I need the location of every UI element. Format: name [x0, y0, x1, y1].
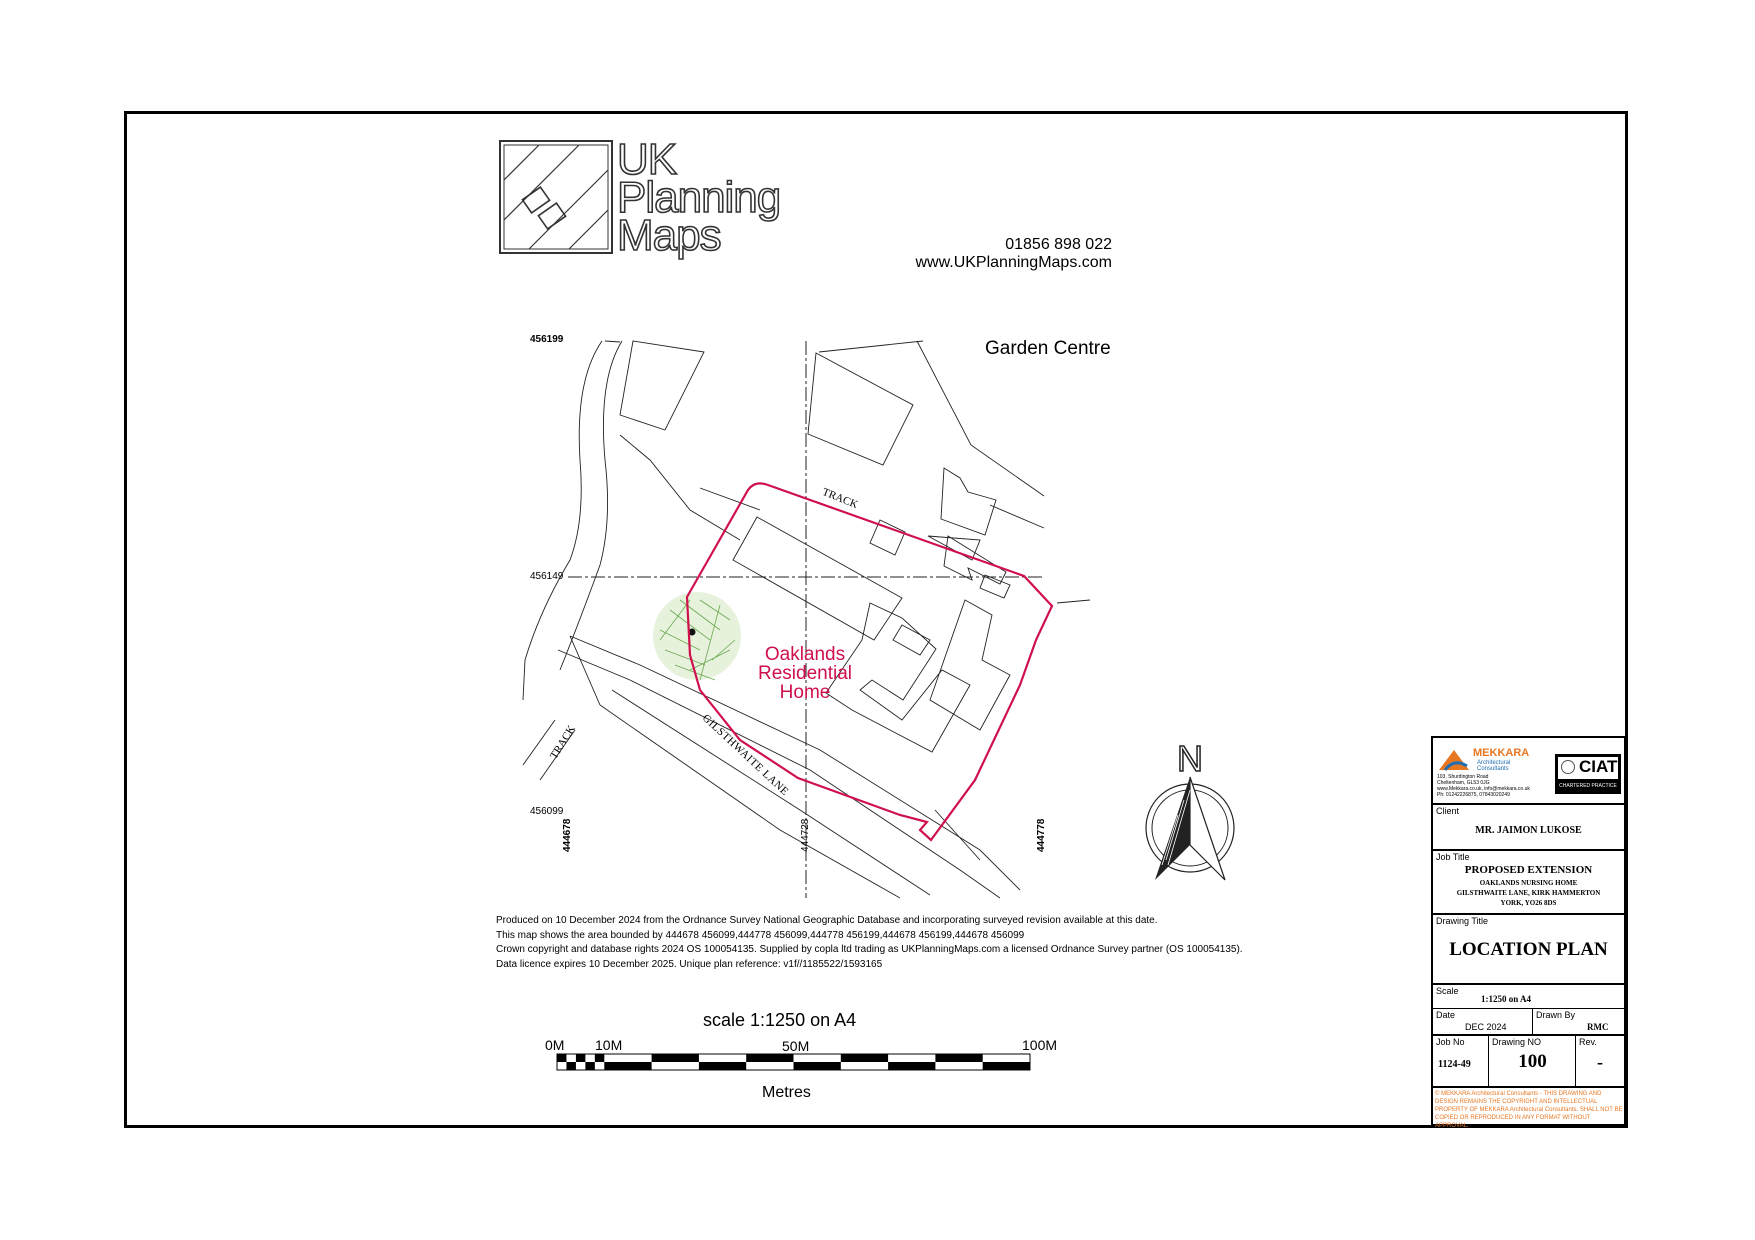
scale-bar-segment — [746, 1054, 793, 1062]
label-site-name — [730, 645, 880, 702]
scale-label-10m: 10M — [595, 1037, 623, 1053]
job-no-cell — [1433, 1036, 1489, 1088]
building — [733, 517, 902, 640]
client-name: MR. JAIMON LUKOSE — [1475, 825, 1582, 836]
tree-symbol — [653, 592, 741, 680]
job-address-line: GILSTHWAITE LANE, KIRK HAMMERTON — [1456, 889, 1601, 897]
mekkara-address — [1437, 774, 1547, 798]
north-letter: N — [1177, 738, 1203, 779]
logo-text-maps: Maps — [617, 211, 721, 260]
mekkara-subtitle: Architectural Consultants — [1477, 760, 1511, 772]
title-block — [1431, 736, 1626, 1129]
scale-bar-segment — [595, 1054, 604, 1062]
contact-website[interactable]: www.UKPlanningMaps.com — [915, 254, 1112, 271]
drawn-by-value: RMC — [1587, 1022, 1609, 1032]
scale-bar-segment — [576, 1054, 585, 1062]
label-track-left: TRACK — [548, 723, 578, 762]
address-line: www.Mekkara.co.uk, info@mekkara.co.uk — [1437, 786, 1530, 792]
scale-bar-segment — [888, 1062, 935, 1070]
address-line: Cheltenham, GL53 0JG — [1437, 780, 1490, 786]
rev-value: - — [1597, 1052, 1603, 1072]
rev-cell — [1576, 1036, 1624, 1088]
drawing-title: LOCATION PLAN — [1449, 939, 1608, 960]
scale-label-50m: 50M — [782, 1038, 810, 1054]
site-name-line-3: Home — [779, 682, 831, 703]
drawing-no-value: 100 — [1518, 1051, 1547, 1072]
label-track-top: TRACK — [820, 486, 860, 512]
job-title: PROPOSED EXTENSION — [1464, 864, 1593, 876]
scale-bar-segment — [557, 1054, 566, 1062]
map-notes — [496, 914, 1256, 972]
scale-bar — [557, 1054, 1030, 1070]
scale-value: 1:1250 on A4 — [1481, 994, 1532, 1004]
scale-bar-segment — [935, 1054, 982, 1062]
mekkara-logo — [1437, 744, 1541, 774]
site-name-line-1: Oaklands — [764, 644, 846, 665]
ciat-crest-icon — [1561, 760, 1575, 774]
scale-cell — [1433, 985, 1624, 1009]
scale-bar-segment — [983, 1062, 1030, 1070]
north-arrow — [1146, 777, 1234, 880]
date-cell — [1433, 1009, 1533, 1036]
scale-bar-segment — [566, 1062, 575, 1070]
drawn-by-label: Drawn By — [1536, 1010, 1576, 1020]
date-value: DEC 2024 — [1465, 1022, 1507, 1032]
note-line: This map shows the area bounded by 444678 456099,444778 456099,444778 456199,444678 456199,444678 456099 — [496, 929, 1025, 941]
scale-bar-segment — [794, 1062, 841, 1070]
ciat-badge — [1555, 754, 1621, 794]
note-line: Crown copyright and database rights 2024 OS 100054135. Supplied by copla ltd trading as UKPlanningMaps.com a licensed Ordnance Survey partner (OS 100054135). — [496, 944, 1243, 955]
job-address — [1433, 878, 1624, 908]
site-name-line-2: Residential — [758, 663, 852, 684]
job-address-line: OAKLANDS NURSING HOME — [1479, 879, 1578, 887]
logo-text-planning: Planning — [617, 173, 781, 222]
label-garden-centre: Garden Centre — [985, 338, 1111, 359]
address-line: Ph: 01242226875, 07843020249 — [1437, 792, 1510, 798]
grid-label-n-mid: 456149 — [530, 571, 564, 582]
job-title-cell — [1433, 851, 1624, 915]
building — [808, 353, 913, 465]
grid-label-e-right: 444778 — [1036, 818, 1047, 852]
copyright-notice: © MEKKARA Architectural Consultants - THIS DRAWING AND DESIGN REMAINS THE COPYRIGHT AND INTELLECTUAL PROPERTY OF MEKKARA Architectural Consultants. SHALL NOT BE COPIED OR REPRODUCED IN ANY FORMAT WITHOUT APPROVAL. — [1435, 1091, 1623, 1129]
scale-label-0m: 0M — [545, 1037, 565, 1053]
grid-label-e-mid: 444728 — [800, 818, 811, 852]
ciat-text: CIAT — [1579, 757, 1618, 776]
mekkara-name: MEKKARA — [1473, 747, 1530, 759]
title-block-logos — [1433, 738, 1624, 805]
job-title-label: Job Title — [1436, 852, 1470, 862]
drawing-title-cell — [1433, 915, 1624, 985]
ciat-subtitle: CHARTERED PRACTICE — [1559, 783, 1617, 789]
scale-label-100m: 100M — [1022, 1037, 1058, 1053]
contact-phone: 01856 898 022 — [1005, 236, 1112, 253]
scale-bar-segment — [585, 1062, 594, 1070]
grid-label-e-left: 444678 — [562, 818, 573, 852]
label-gilsthwaite-lane: GILSTHWAITE LANE — [699, 712, 791, 799]
client-cell — [1433, 805, 1624, 851]
scale-title: scale 1:1250 on A4 — [703, 1010, 857, 1030]
job-no-label: Job No — [1436, 1037, 1465, 1047]
note-line: Data licence expires 10 December 2025. Unique plan reference: v1f//1185522/1593165 — [496, 958, 883, 970]
building — [930, 600, 1010, 730]
job-address-line: YORK, YO26 8DS — [1500, 899, 1557, 907]
scale-bar-segment — [699, 1062, 746, 1070]
scale-bar-segment — [604, 1062, 651, 1070]
scale-unit: Metres — [762, 1084, 811, 1101]
drawing-no-cell — [1489, 1036, 1576, 1088]
scale-bar-segment — [841, 1054, 888, 1062]
scale-label: Scale — [1436, 986, 1459, 996]
drawn-by-cell — [1533, 1009, 1624, 1036]
client-label: Client — [1436, 806, 1460, 816]
address-line: 103, Shurdington Road — [1437, 774, 1489, 780]
mekkara-house-icon — [1437, 744, 1471, 772]
drawing-no-label: Drawing NO — [1492, 1037, 1542, 1047]
grid-label-n-top: 456199 — [530, 334, 564, 345]
date-label: Date — [1436, 1010, 1456, 1020]
scale-bar-segment — [652, 1054, 699, 1062]
drawing-title-label: Drawing Title — [1436, 916, 1489, 926]
rev-label: Rev. — [1579, 1037, 1597, 1047]
grid-label-n-bottom: 456099 — [530, 806, 564, 817]
job-no-value: 1124-49 — [1438, 1059, 1471, 1070]
building — [941, 468, 996, 535]
building — [620, 341, 704, 430]
note-line: Produced on 10 December 2024 from the Ordnance Survey National Geographic Database and incorporating surveyed revision available at this date. — [496, 915, 1158, 926]
logo-text-uk: UK — [617, 135, 677, 184]
